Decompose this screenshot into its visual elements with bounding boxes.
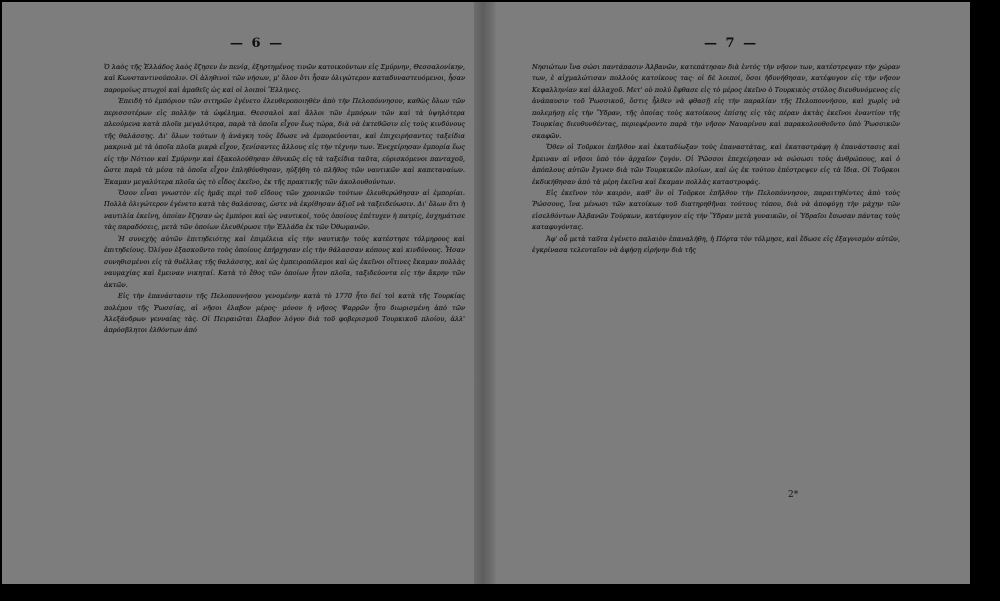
paragraph: Ἡ συνεχὴς αὐτῶν ἐπιτηδειότης καὶ ἐπιμέλεια εἰς τὴν ναυτικὴν τοὺς κατέστησε τόλμηρους καὶ ἐπιτηδείους. Ὀλίγον ἐξασκοῦντο τοὺς ὁποίους ἐπήρχησαν εἰς τὴν θάλασσαν κόπους καὶ κινδύνους. Ἦσαν συνηθισμένοι εἰς τὰ θυέλλας τῆς θαλάσσης, καὶ ὡς ἐμπειροπόλεμοι καὶ ὡς ἐκεῖνοι οἵτινες ἔκαμαν πολλὰς ναυμαχίας καὶ ἔμειναν νικηταί. Κατὰ τὸ ἔθος τῶν ὁποίων ἦτον πλοῖα, ταξιδεύοντα εἰς τὴν ἄκρην τῶν ἀκτῶν. xyxy=(104,234,465,289)
printer-signature: 2* xyxy=(788,490,799,500)
paragraph: Εἰς ἐκεῖνον τὸν καιρόν, καθ' ὃν οἱ Τοῦρκοι ἐπῆλθον τὴν Πελοπόννησον, παραιτηθέντες ἀπὸ τοὺς Ῥώσσους, ἵνα μένωσι τῶν κατοίκων τοῦ διατηρηθῆναι τούτους τόπου, διὰ νὰ ἀποφύγῃ τὴν μάχην τῶν εἰσελθόντων Ἀλβανῶν Τούρκων, κατέφυγον εἰς τὴν Ὕδραν μετὰ γυναικῶν, οἱ Ὑδραῖοι ἔσωσαν πάντας τοὺς καταφυγόντας. xyxy=(532,188,900,232)
scan-border-right xyxy=(970,0,1000,601)
paragraph: Ὅθεν οἱ Τοῦρκοι ἐπῆλθον καὶ ἐκαταδίωξαν τοὺς ἐπαναστάτας, καὶ ἐκαταστράφη ἡ ἐπανάστασις καὶ ἔμειναν αἱ νῆσοι ὑπὸ τὸν ἀρχαῖον ζυγόν. Οἱ Ῥῶσσοι ἐπεχείρησαν νὰ σώσωσι τοὺς ἀνθρώπους, καὶ ὁ ἀπόπλους αὐτῶν ἔγινεν διὰ τῶν Τουρκικῶν πλοίων, καὶ ὡς ἐκ τούτου ἐπέστρεψεν εἰς τὰ ἴδια. Οἱ Τοῦρκοι ἐκδικήθησαν ἀπὸ τὰ μέρη ἐκεῖνα καὶ ἔκαμαν πολλὰς καταστροφάς. xyxy=(532,143,900,186)
page-number: — 6 — xyxy=(230,36,285,51)
paragraph: Ἀφ' οὗ μετὰ ταῦτα ἐγένετο παλαιὸν ἐπαναλήθη, ἡ Πόρτα τὸν τόλμησε, καὶ ἔδωσε εἰς ἐξαγνισμὸν αὐτῶν, ἐγκρίνασα τελευταῖον νὰ ἀφήσῃ εἰρήνην διὰ τῆς xyxy=(532,234,900,255)
paragraph: Ὁ λαὸς τῆς Ἑλλάδος λαὸς ἔζησεν ἐν πενίᾳ, ἐξηρτημένος τινῶν κατοικούντων εἰς Σμύρνην, Θεσσαλονίκην, καὶ Κωνσταντινούπολιν. Οἱ ἀληθινοὶ τῶν νήσων, μ' ὅλον ὅτι ἦσαν ὀλιγώτερον καταδυναστευόμενοι, ἦσαν παρομοίως πτωχοὶ καὶ ἀμαθεῖς ὡς καὶ οἱ λοιποὶ Ἕλληνες. xyxy=(104,63,465,94)
right-page xyxy=(496,2,970,584)
page-body xyxy=(104,62,465,337)
scan-border-bottom xyxy=(0,584,1000,601)
paragraph: Ὅσον εἶναι γνωστὸν εἰς ἡμᾶς περὶ τοῦ εἴδους τῶν χρονικῶν τούτων ἐλευθερώθησαν αἱ ἐμπορίαι. Πολλὰ ὀλιγώτερον ἐγένετο κατὰ τὰς θαλάσσας, ὡστε νὰ ἐκρίθησαν ἀξιοῖ νὰ ταξειδεύωσιν. Δι' ὅλων ὅτι ἡ ναυτιλία ἐκείνη, ὁποίαν ἔζησαν ὡς ἐμπόροι καὶ ὡς ναυτικοί, τοὺς ὁποίους ἐπέτυχεν ἡ πατρίς, ἐσχημάτισε τὰς παραδόσεις, μετὰ τῶν ὁποίων ἐλευθέρωσε τὴν Ἑλλάδα ἐκ τῶν Ὀθωμανῶν. xyxy=(104,188,465,232)
page-body xyxy=(532,62,900,257)
paragraph: Νησιώτων ἵνα σώσι παντάπασιν Ἀλβανῶν, κατεπάτησαν διὰ ἐντός τὴν νῆσον των, κατέστρεψαν τὴν χώραν των, ἐ αἰχμαλώτισαν πολλοὺς κατοίκους τας· οἱ δὲ λοιποί, ὅσοι ἠδυνήθησαν, κατέφυγον εἰς τὴν νῆσον Κεφαλληνίαν καὶ ἀλλαχοῦ. Μετ' οὐ πολὺ ἔφθασε εἰς τὸ μέρος ἐκεῖνο ὁ Τουρκικὸς στόλος διευθυνόμενος εἰς ἀνάπαυσιν τοῦ Ῥωσσικοῦ, ὅστις ἦλθεν νὰ φθασῇ εἰς τὴν παραλίαν τῆς Πελοποννήσου, καὶ χωρὶς νὰ πολεμήσῃ εἰς τὴν Ὕδραν, τῆς ὁποίας τοὺς κατοίκους ἐπίσης εἰς τὰς πέραν ἀκτὰς ἐκεῖνοι ἐναντίον τῆς Τουρκίας διευθυνθέντας, περιεφέροντο παρὰ τὴν νῆσον Ναυαρίνου καὶ παρακολουθοῦντο ὑπὸ Ῥωσσικῶν σκαφῶν. xyxy=(532,63,900,140)
book-spread xyxy=(2,2,970,584)
book-gutter xyxy=(474,2,496,584)
left-page xyxy=(2,2,474,584)
page-number: — 7 — xyxy=(704,36,759,51)
paragraph: Εἰς τὴν ἐπανάστασιν τῆς Πελοποννήσου γενομένην κατὰ τὸ 1770 ἦτο δεί τοὶ κατὰ τῆς Τουρκίας πολέμου τῆς Ῥωσσίας, αἱ νῆσοι ἐλαβον μέρος· μόνον ἡ νῆσος Ψαρρῶν ἦτο διωρισμένη ἀπὸ τῶν Ἀλεξάνδρων γενναίας τὰς. Οἱ Πειραιῶται ἔλαβον λόγον διὰ τοῦ φοβερισμοῦ Τουρκικοῦ πλοίου, ἀλλ' ἀπρόσβλητοι ἐλθόντων ἀπό xyxy=(104,292,465,335)
paragraph: Ἐπειδὴ τὸ ἐμπόριον τῶν σιτηρῶν ἐγένετο ἐλευθεροποιηθὲν ἀπὸ τὴν Πελοπόννησον, καθὼς ὅλων τῶν περισσοτέρων εἰς πολλὴν τὰ ὠφέλημα. Θεσσαλοὶ καὶ ἄλλοι τῶν ἐμπόρων τῶν καὶ τὰ ὑψηλότερα πλεούμενα κατὰ πλοῖα μεγαλύτερα, παρὰ τὰ ὁποῖα εἶχον ἕως τώρα, διὰ νὰ ἐκτεθῶσιν εἰς τοὺς κινδύνους τῆς θαλάσσης. Δι' ὅλων τούτων ἡ ἀνάγκη τοὺς ἔδωσε νὰ ἐμπορεύονται, καὶ ἐπιχειρήσαντες ταξείδια μακρινὰ μὲ τὰ ὁποῖα πλοῖα μικρὰ εἶχον, ξενίσαντες ἄλλους εἰς τὴν τέχνην των. Ἐνεχείρησαν ἐμπορία ἕως εἰς τὴν Νότιον καὶ Σμύρνην καὶ ἐξακολούθησαν ἐθνικῶς εἰς τὰ ταξείδια ταῦτα, εὐρισκόμενοι πανταχοῦ, ὥστε παρὰ τὰ μέσα τὰ ὁποῖα εἶχον ἐπληθύνθησαν, ηὐξήθη τὸ πλῆθος τῶν ναυτικῶν καὶ καπεταναίων. Ἐκαμαν μεγαλύτερα πλοῖα ὡς τὸ εἶδος ἐκεῖνο, ἐκ τῆς πρακτικῆς τῶν ἀκολουθούντων. xyxy=(104,97,465,186)
